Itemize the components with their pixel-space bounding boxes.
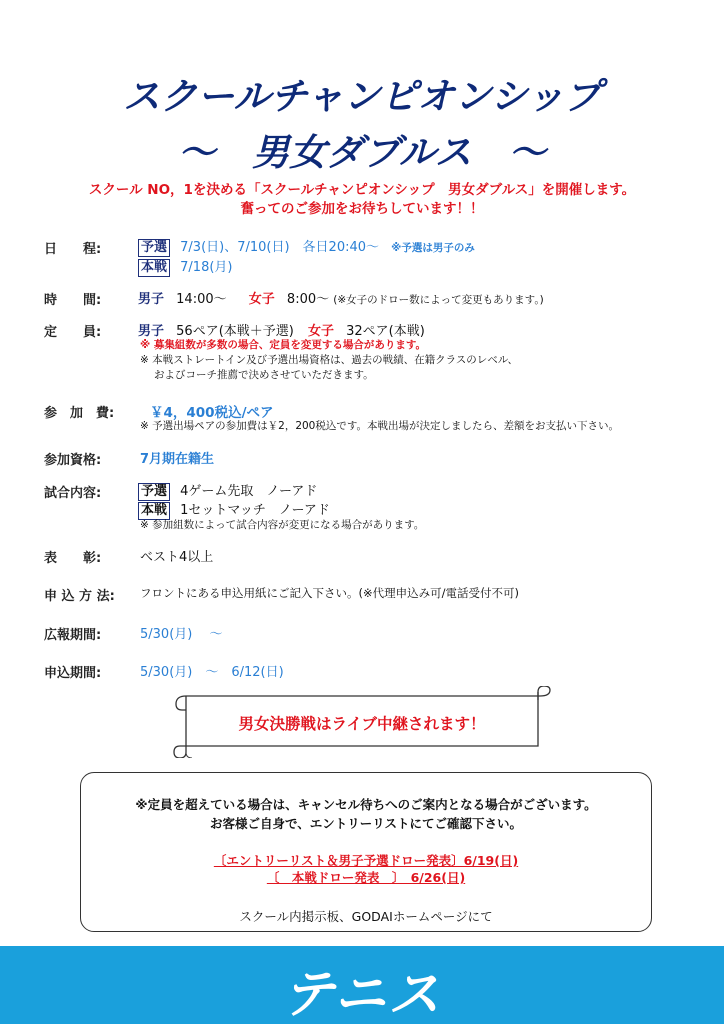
pr-period-value: 5/30(月) ～ [140,627,223,642]
fee-value: ￥4，400税込/ペア [150,405,274,421]
format-label: 試合内容: [44,486,102,501]
capacity-men-value: 56ペア(本戦＋予選) [176,324,294,339]
apply-method-label: 申 込 方 法: [44,589,115,604]
format-final-value: 1セットマッチ ノーアド [180,503,330,518]
intro-line-1: スクール NO，1を決める「スクールチャンピオンシップ 男女ダブルス」を開催します。 [88,182,636,198]
format-final-tag: 本戦 [138,502,170,520]
pr-period-label: 広報期間: [44,628,102,643]
time-row [138,288,544,307]
schedule-final-tag: 本戦 [138,259,170,277]
schedule-prelim-row [138,236,475,257]
apply-period-label: 申込期間: [44,666,102,681]
format-prelim-row [138,480,317,501]
schedule-prelim-note: ※予選は男子のみ [391,242,475,254]
schedule-final-value: 7/18(月) [180,260,233,275]
capacity-note-3: およびコーチ推薦で決めさせていただきます。 [154,369,374,381]
time-women-value: 8:00～ [286,292,330,307]
page-title: スクールチャンピオンシップ [123,75,601,118]
notice-line-5: スクール内掲示板、GODAIホームページにて [239,909,493,924]
award-value: ベスト4以上 [140,550,214,565]
fee-label: 参 加 費: [44,406,115,421]
time-label: 時 間: [44,293,102,308]
time-men-value: 14:00～ [176,292,227,307]
banner-text: 男女決勝戦はライブ中継されます！ [238,715,486,733]
notice-box [80,772,652,932]
capacity-note-2: ※ 本戦ストレートイン及び予選出場資格は、過去の戦績、在籍クラスのレベル、 [140,354,518,366]
notice-line-2: お客様ご自身で、エントリーリストにてご確認下さい。 [209,816,522,831]
page-subtitle: ～ 男女ダブルス ～ [178,131,546,174]
format-prelim-value: 4ゲーム先取 ノーアド [180,484,318,499]
time-men-tag: 男子 [138,292,165,307]
schedule-prelim-value: 7/3(日)、7/10(日) 各日20:40～ [180,240,380,255]
notice-line-4: 〔 本戦ドロー発表 〕 6/26(日) [266,870,466,885]
notice-line-3: 〔エントリーリスト＆男子予選ドロー発表〕6/19(日) [213,853,519,868]
intro-line-2: 奮ってのご参加をお待ちしています！！ [240,201,484,217]
footer-bar [0,946,724,1024]
format-prelim-tag: 予選 [138,483,170,501]
award-label: 表 彰: [44,551,102,566]
schedule-prelim-tag: 予選 [138,239,170,257]
fee-note: ※ 予選出場ペアの参加費は￥2，200税込です。本戦出場が決定しましたら、差額をお支払い下さい。 [140,420,620,432]
live-broadcast-banner [172,686,554,758]
capacity-label: 定 員: [44,325,102,340]
schedule-final-row [138,256,233,277]
capacity-note-1: ※ 募集組数が多数の場合、定員を変更する場合があります。 [140,339,427,351]
eligibility-value: 7月期在籍生 [140,452,215,467]
format-note: ※ 参加組数によって試合内容が変更になる場合があります。 [140,519,425,531]
time-note: (※女子のドロー数によって変更もあります。) [333,294,544,306]
apply-period-value: 5/30(月) ～ 6/12(日) [140,665,284,680]
notice-line-1: ※定員を超えている場合は、キャンセル待ちへのご案内となる場合がございます。 [135,797,597,812]
capacity-women-tag: 女子 [307,324,334,339]
schedule-label: 日 程: [44,242,102,257]
time-women-tag: 女子 [248,292,275,307]
eligibility-label: 参加資格: [44,453,102,468]
footer-logo-text: テニス [282,965,442,1025]
capacity-men-tag: 男子 [138,324,165,339]
apply-method-value: フロントにある申込用紙にご記入下さい。(※代理申込み可/電話受付不可) [140,586,519,600]
capacity-women-value: 32ペア(本戦) [346,324,425,339]
